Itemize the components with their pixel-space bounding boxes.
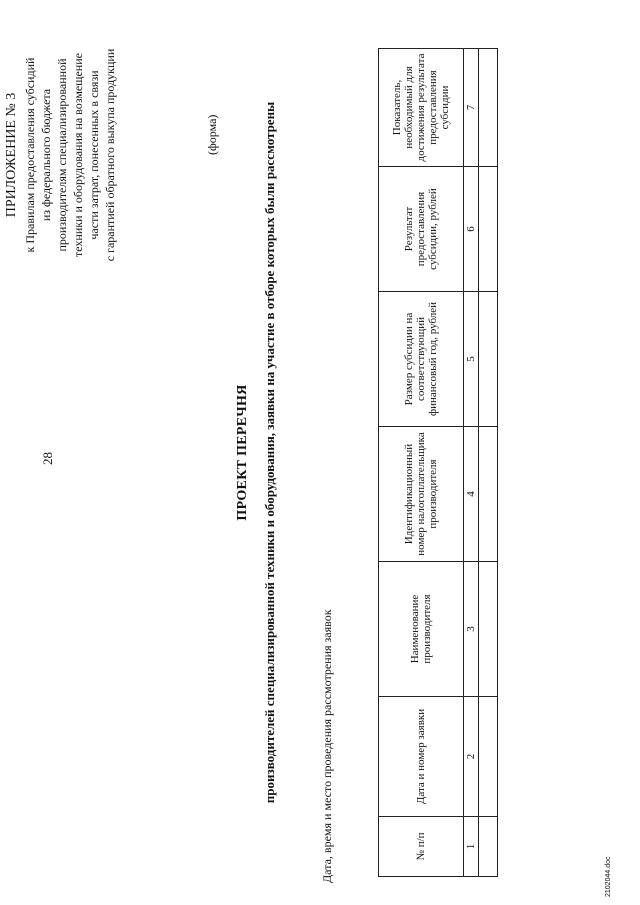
document-title: ПРОЕКТ ПЕРЕЧНЯ bbox=[235, 384, 250, 521]
table-cell bbox=[479, 562, 498, 697]
table-header-row bbox=[379, 49, 464, 877]
column-number: 7 bbox=[464, 49, 479, 167]
column-number-row bbox=[464, 49, 479, 877]
document-subtitle: производителей специализированной техники и оборудования, заявки на участие в отборе которых были рассмотрены bbox=[262, 101, 277, 804]
column-number: 6 bbox=[464, 167, 479, 292]
table-cell bbox=[479, 49, 498, 167]
column-header: № п/п bbox=[379, 817, 464, 877]
column-header: Размер субсидии на соответствующий финансовый год, рублей bbox=[379, 292, 464, 427]
table-cell bbox=[479, 817, 498, 877]
appendix-line: части затрат, понесенных в связи bbox=[87, 70, 101, 240]
column-header: Дата и номер заявки bbox=[379, 697, 464, 817]
review-date-line: Дата, время и место проведения рассмотрения заявок bbox=[320, 609, 334, 883]
column-header: Показатель, необходимый для достижения результата предоставления субсидии bbox=[379, 49, 464, 167]
table-cell bbox=[479, 697, 498, 817]
column-number: 5 bbox=[464, 292, 479, 427]
column-number: 2 bbox=[464, 697, 479, 817]
applications-table bbox=[378, 48, 498, 877]
column-number: 4 bbox=[464, 427, 479, 562]
column-number: 3 bbox=[464, 562, 479, 697]
form-label: (форма) bbox=[205, 114, 219, 155]
appendix-title: ПРИЛОЖЕНИЕ № 3 bbox=[4, 92, 19, 218]
table-cell bbox=[479, 292, 498, 427]
table-cell bbox=[479, 167, 498, 292]
appendix-line: техники и оборудования на возмещение bbox=[71, 53, 85, 257]
appendix-line: производителям специализированной bbox=[55, 58, 69, 252]
table-row bbox=[479, 49, 498, 877]
appendix-block bbox=[4, 35, 118, 275]
appendix-line: с гарантией обратного выкупа продукции bbox=[103, 48, 117, 262]
appendix-line: к Правилам предоставления субсидий bbox=[23, 57, 37, 253]
column-number: 1 bbox=[464, 817, 479, 877]
column-header: Идентификационный номер налогоплательщика производителя bbox=[379, 427, 464, 562]
appendix-line: из федерального бюджета bbox=[39, 88, 53, 222]
column-header: Наименование производителя bbox=[379, 562, 464, 697]
file-code: 2102044.doc bbox=[605, 856, 612, 897]
table-cell bbox=[479, 427, 498, 562]
page-number: 28 bbox=[40, 452, 55, 465]
column-header: Результат предоставления субсидии, рублей bbox=[379, 167, 464, 292]
